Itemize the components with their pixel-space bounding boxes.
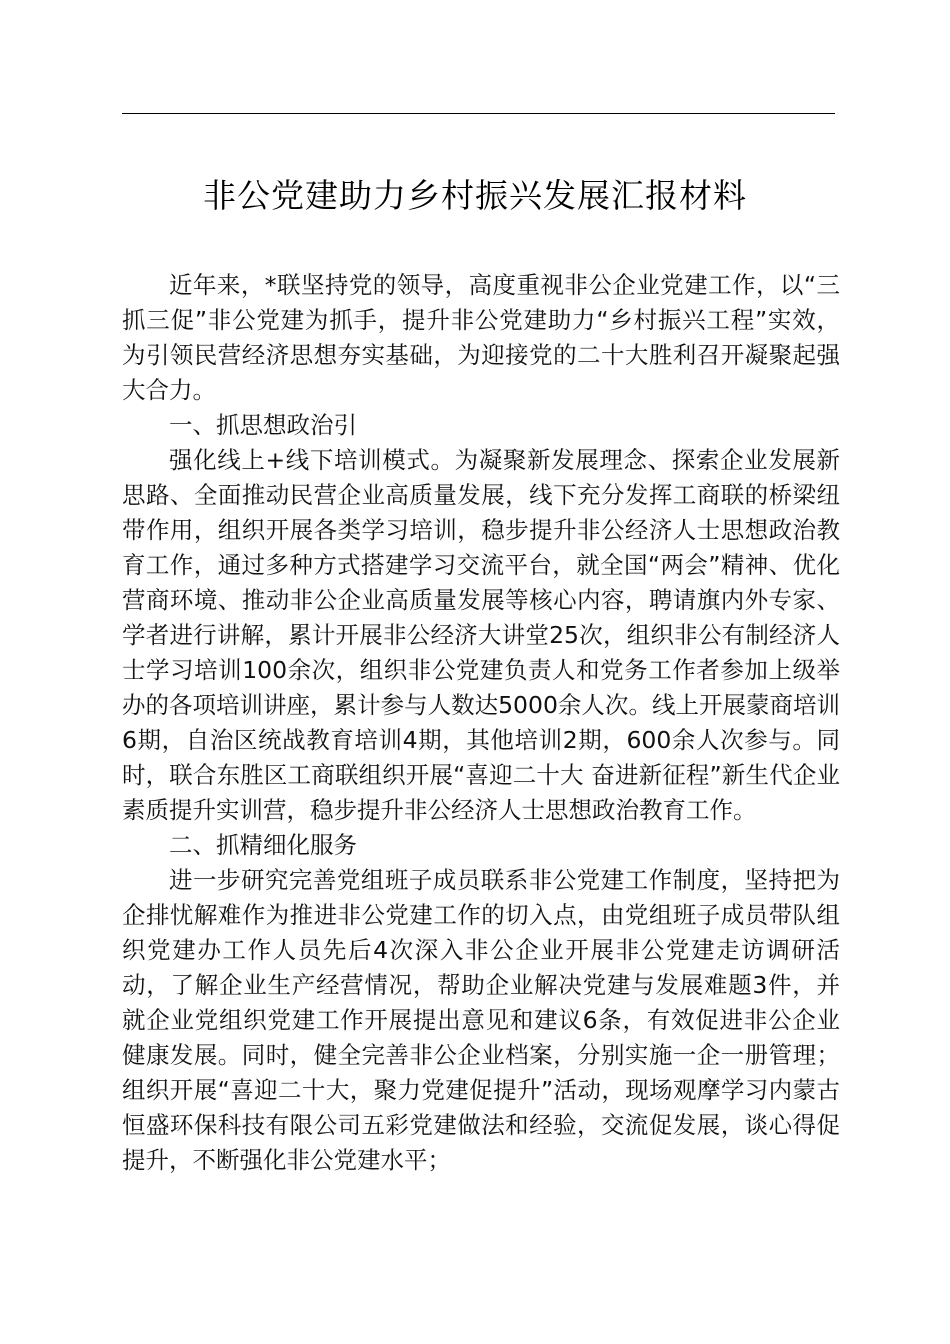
section-heading-1: 一、抓思想政治引 xyxy=(169,411,357,439)
header-rule xyxy=(122,113,835,114)
section-heading-2: 二、抓精细化服务 xyxy=(169,831,357,859)
document-title: 非公党建助力乡村振兴发展汇报材料 xyxy=(203,176,747,215)
paragraph-intro: 近年来，*联坚持党的领导，高度重视非公企业党建工作，以“三抓三促”非公党建为抓手，提升非公党建助力“乡村振兴工程”实效，为引领民营经济思想夯实基础，为迎接党的二十大胜利召开凝聚起强大合力。 xyxy=(122,271,840,404)
paragraph-section-2: 进一步研究完善党组班子成员联系非公党建工作制度，坚持把为企排忧解难作为推进非公党建工作的切入点，由党组班子成员带队组织党建办工作人员先后4次深入非公企业开展非公党建走访调研活动，了解企业生产经营情况，帮助企业解决党建与发展难题3件，并就企业党组织党建工作开展提出意见和建议6条，有效促进非公企业健康发展。同时，健全完善非公企业档案，分别实施一企一册管理；组织开展“喜迎二十大，聚力党建促提升”活动，现场观摩学习内蒙古恒盛环保科技有限公司五彩党建做法和经验，交流促发展，谈心得促提升，不断强化非公党建水平； xyxy=(122,866,840,1174)
paragraph-section-1: 强化线上+线下培训模式。为凝聚新发展理念、探索企业发展新思路、全面推动民营企业高质量发展，线下充分发挥工商联的桥梁纽带作用，组织开展各类学习培训，稳步提升非公经济人士思想政治教育工作，通过多种方式搭建学习交流平台，就全国“两会”精神、优化营商环境、推动非公企业高质量发展等核心内容，聘请旗内外专家、学者进行讲解，累计开展非公经济大讲堂25次，组织非公有制经济人士学习培训100余次，组织非公党建负责人和党务工作者参加上级举办的各项培训讲座，累计参与人数达5000余人次。线上开展蒙商培训6期，自治区统战教育培训4期，其他培训2期，600余人次参与。同时，联合东胜区工商联组织开展“喜迎二十大 奋进新征程”新生代企业素质提升实训营，稳步提升非公经济人士思想政治教育工作。 xyxy=(122,446,840,824)
document-body xyxy=(122,268,840,1178)
